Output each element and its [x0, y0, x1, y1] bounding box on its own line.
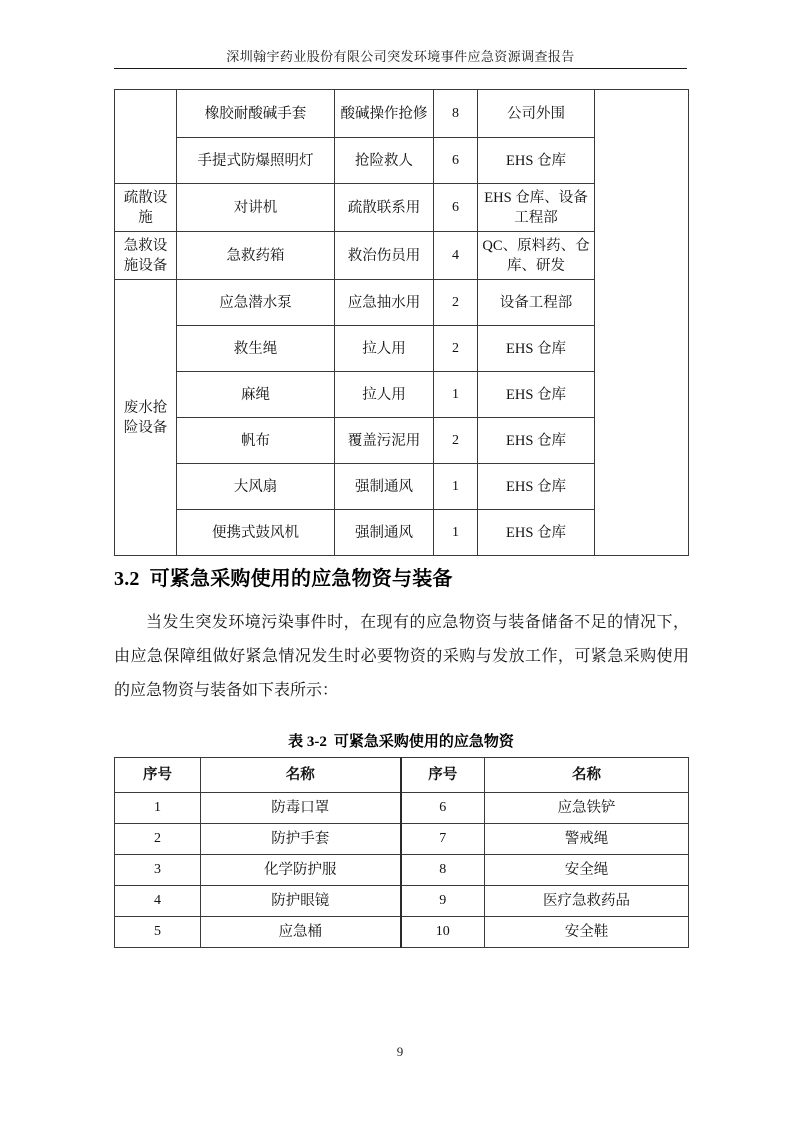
table2-header-row: [115, 758, 689, 793]
table1-location: QC、原料药、仓库、研发: [478, 232, 595, 280]
table1-name: 救生绳: [177, 326, 335, 372]
table1-purpose: 疏散联系用: [335, 184, 434, 232]
table1-category-first-aid: 急救设施设备: [115, 232, 177, 280]
table2-no-right: 9: [401, 886, 485, 917]
running-header: [114, 48, 687, 69]
table2-no-right: 6: [401, 793, 485, 824]
table1-location: EHS 仓库: [478, 464, 595, 510]
table1-location: EHS 仓库、设备工程部: [478, 184, 595, 232]
table1-purpose: 拉人用: [335, 326, 434, 372]
table1-quantity: 6: [434, 138, 478, 184]
section-number: 3.2: [114, 568, 140, 590]
running-header-text: 深圳翰宇药业股份有限公司突发环境事件应急资源调查报告: [226, 49, 575, 64]
table1-quantity: 2: [434, 280, 478, 326]
table1-name: 帆布: [177, 418, 335, 464]
table1-name: 对讲机: [177, 184, 335, 232]
table2-no-right: 7: [401, 824, 485, 855]
table1-quantity: 1: [434, 372, 478, 418]
table1-name: 急救药箱: [177, 232, 335, 280]
table1-purpose: 应急抽水用: [335, 280, 434, 326]
table1-location: EHS 仓库: [478, 510, 595, 556]
table1-quantity: 1: [434, 510, 478, 556]
table2-name-left: 应急桶: [201, 917, 401, 948]
table-row: [115, 793, 689, 824]
emergency-resources-table-continued: [114, 89, 688, 556]
header-divider: [114, 68, 687, 69]
table2-header-no-left: 序号: [115, 758, 201, 793]
table1-quantity: 1: [434, 464, 478, 510]
table1-name: 应急潜水泵: [177, 280, 335, 326]
table-row: [115, 886, 689, 917]
table1-purpose: 救治伤员用: [335, 232, 434, 280]
table2-header-no-right: 序号: [401, 758, 485, 793]
table2-name-right: 安全绳: [485, 855, 689, 886]
table2: [114, 757, 689, 948]
table2-name-left: 化学防护服: [201, 855, 401, 886]
table1-extra-column: [595, 90, 689, 556]
table2-name-right: 安全鞋: [485, 917, 689, 948]
page-number: 9: [396, 1044, 404, 1059]
table1-location: EHS 仓库: [478, 138, 595, 184]
table1-quantity: 2: [434, 326, 478, 372]
table2-no-left: 1: [115, 793, 201, 824]
emergency-purchase-materials-table: [114, 757, 688, 948]
table1-name: 便携式鼓风机: [177, 510, 335, 556]
section-heading: [114, 562, 688, 591]
table1-name: 麻绳: [177, 372, 335, 418]
table2-header-name-right: 名称: [485, 758, 689, 793]
table2-caption-title: 可紧急采购使用的应急物资: [333, 733, 514, 750]
table1-location: EHS 仓库: [478, 418, 595, 464]
table2-name-left: 防护手套: [201, 824, 401, 855]
table1-location: EHS 仓库: [478, 372, 595, 418]
table1-purpose: 酸碱操作抢修: [335, 90, 434, 138]
table2-no-left: 5: [115, 917, 201, 948]
table1-purpose: 强制通风: [335, 464, 434, 510]
table1-location: 公司外围: [478, 90, 595, 138]
table2-header-name-left: 名称: [201, 758, 401, 793]
table2-name-left: 防毒口罩: [201, 793, 401, 824]
table-row: [115, 90, 689, 138]
table2-name-right: 医疗急救药品: [485, 886, 689, 917]
table2-no-right: 8: [401, 855, 485, 886]
table1-name: 手提式防爆照明灯: [177, 138, 335, 184]
table2-caption-number: 表 3-2: [288, 734, 327, 750]
table1: [114, 89, 689, 556]
table2-name-left: 防护眼镜: [201, 886, 401, 917]
table1-quantity: 2: [434, 418, 478, 464]
table1-quantity: 4: [434, 232, 478, 280]
table1-purpose: 强制通风: [335, 510, 434, 556]
table2-no-right: 10: [401, 917, 485, 948]
table2-no-left: 4: [115, 886, 201, 917]
table1-category-blank: [115, 90, 177, 184]
section-title: 可紧急采购使用的应急物资与装备: [149, 568, 453, 590]
table1-quantity: 6: [434, 184, 478, 232]
table1-location: 设备工程部: [478, 280, 595, 326]
table-row: [115, 824, 689, 855]
table2-name-right: 应急铁铲: [485, 793, 689, 824]
section-paragraph: 当发生突发环境污染事件时，在现有的应急物资与装备储备不足的情况下，由应急保障组做好紧急情况发生时必要物资的采购与发放工作，可紧急采购使用的应急物资与装备如下表所示：: [114, 614, 689, 699]
table1-name: 大风扇: [177, 464, 335, 510]
table2-no-left: 3: [115, 855, 201, 886]
table2-name-right: 警戒绳: [485, 824, 689, 855]
table1-purpose: 覆盖污泥用: [335, 418, 434, 464]
table1-category-wastewater: 废水抢险设备: [115, 280, 177, 556]
table1-quantity: 8: [434, 90, 478, 138]
table1-purpose: 抢险救人: [335, 138, 434, 184]
table1-name: 橡胶耐酸碱手套: [177, 90, 335, 138]
table1-purpose: 拉人用: [335, 372, 434, 418]
table2-no-left: 2: [115, 824, 201, 855]
table1-location: EHS 仓库: [478, 326, 595, 372]
table1-category-evacuation: 疏散设施: [115, 184, 177, 232]
table2-caption: [114, 730, 688, 751]
table-row: [115, 917, 689, 948]
table-row: [115, 855, 689, 886]
